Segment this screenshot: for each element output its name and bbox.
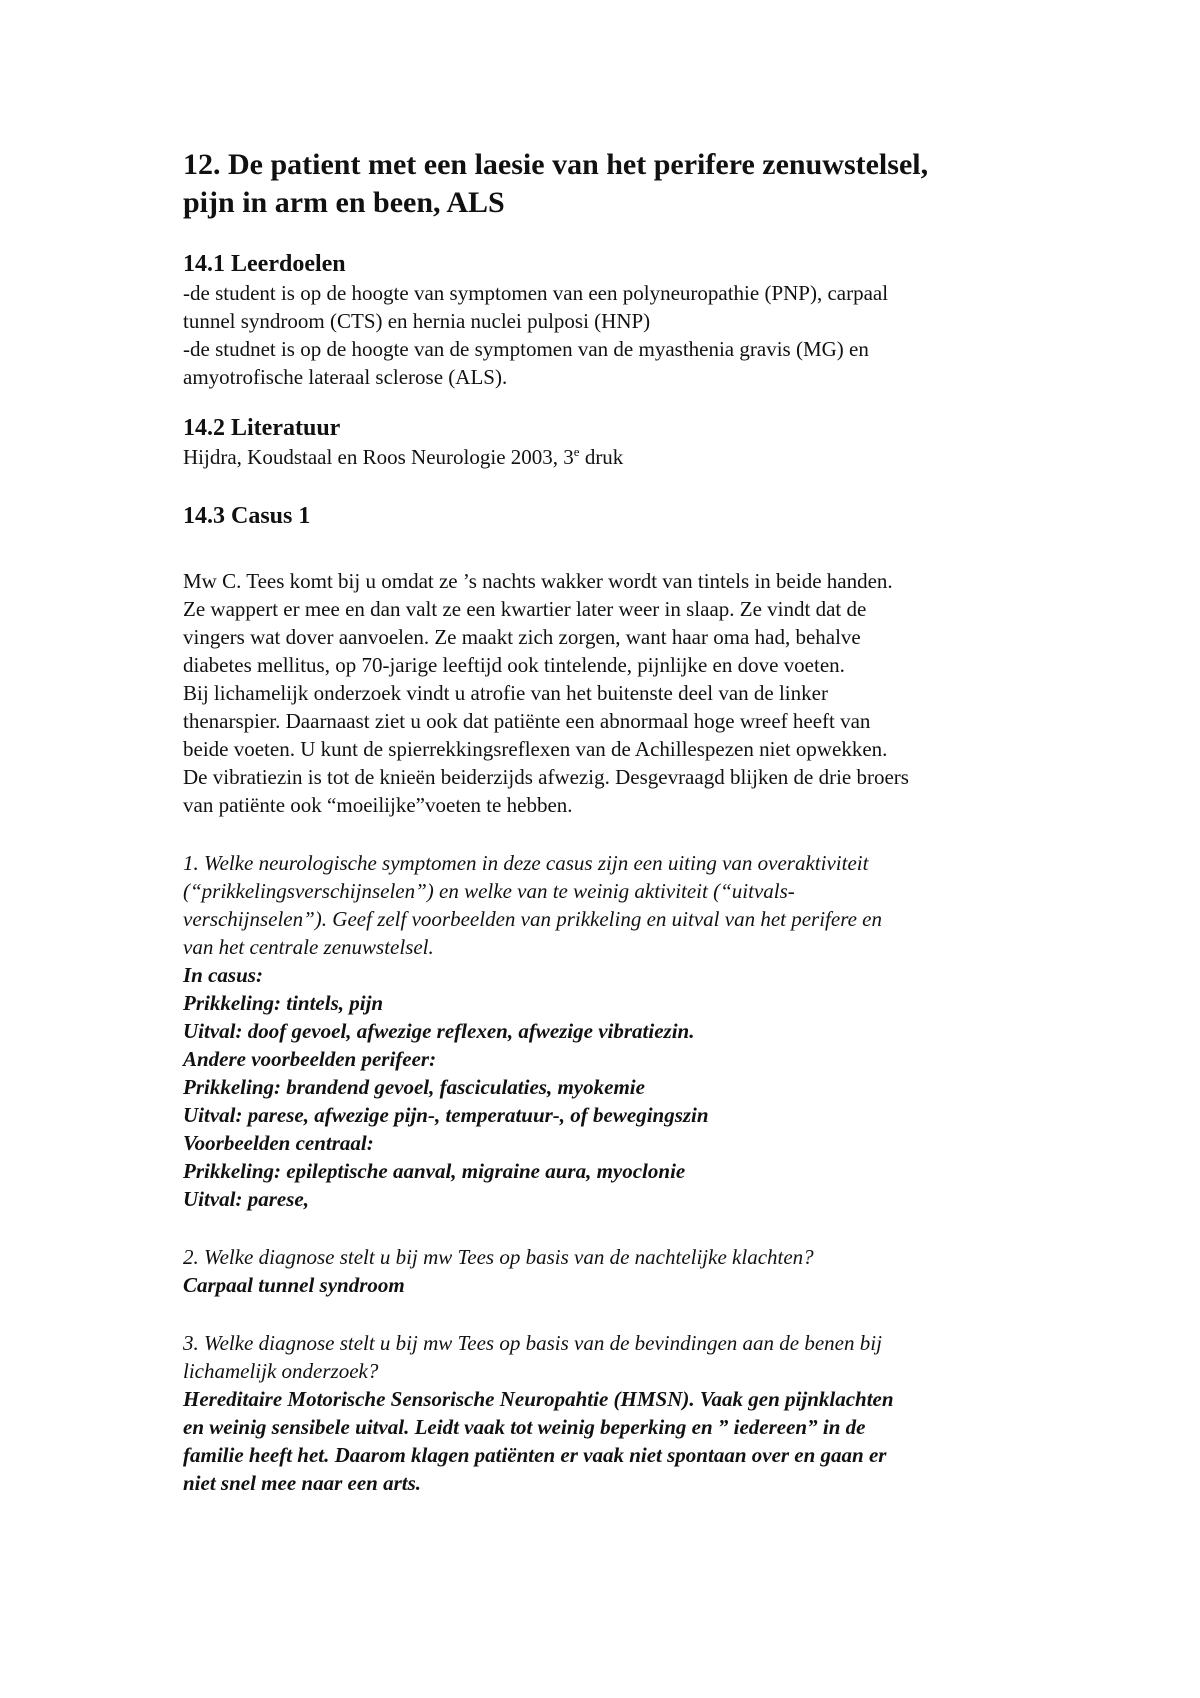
answer-line: Hereditaire Motorische Sensorische Neuropahtie (HMSN). Vaak gen pijnklachten	[183, 1387, 894, 1411]
text-line: -de studnet is op de hoogte van de symptomen van de myasthenia gravis (MG) en	[183, 337, 869, 361]
text-line: tunnel syndroom (CTS) en hernia nuclei pulposi (HNP)	[183, 309, 651, 333]
document-page	[183, 146, 1063, 1497]
answer-text	[183, 1385, 1063, 1497]
answer-line: In casus:	[183, 963, 263, 987]
page-title-line: pijn in arm en been, ALS	[183, 186, 505, 219]
section-literatuur	[183, 413, 1063, 471]
answer-line: familie heeft het. Daarom klagen patiënten er vaak niet spontaan over en gaan er	[183, 1443, 887, 1467]
section-heading: 14.3 Casus 1	[183, 503, 311, 529]
casus-text	[183, 567, 1063, 819]
question-line: 1. Welke neurologische symptomen in deze casus zijn een uiting van overaktiviteit	[183, 851, 869, 875]
answer-line: Prikkeling: tintels, pijn	[183, 991, 384, 1015]
text-line: Mw C. Tees komt bij u omdat ze ’s nachts wakker wordt van tintels in beide handen.	[183, 569, 893, 593]
answer-line: Voorbeelden centraal:	[183, 1131, 374, 1155]
question-block-1	[183, 849, 1063, 1213]
question-line: lichamelijk onderzoek?	[183, 1359, 379, 1383]
answer-line: Uitval: parese, afwezige pijn-, temperatuur-, of bewegingszin	[183, 1103, 709, 1127]
reference-text: Hijdra, Koudstaal en Roos Neurologie 2003, 3	[183, 445, 574, 469]
text-line: diabetes mellitus, op 70-jarige leeftijd ook tintelende, pijnlijke en dove voeten.	[183, 653, 845, 677]
text-line: thenarspier. Daarnaast ziet u ook dat patiënte een abnormaal hoge wreef heeft van	[183, 709, 871, 733]
question-line: (“prikkelingsverschijnselen”) en welke van te weinig aktiviteit (“uitvals-	[183, 879, 795, 903]
section-heading: 14.1 Leerdoelen	[183, 251, 346, 277]
question-block-3	[183, 1329, 1063, 1497]
text-line: amyotrofische lateraal sclerose (ALS).	[183, 365, 508, 389]
section-heading: 14.2 Literatuur	[183, 415, 341, 441]
section-casus	[183, 501, 1063, 819]
question-text	[183, 849, 1063, 961]
question-text	[183, 1329, 1063, 1385]
literatuur-text	[183, 443, 1063, 471]
answer-line: niet snel mee naar een arts.	[183, 1471, 422, 1495]
text-line: Ze wappert er mee en dan valt ze een kwartier later weer in slaap. Ze vindt dat de	[183, 597, 867, 621]
answer-text	[183, 961, 1063, 1213]
answer-line: Uitval: parese,	[183, 1187, 309, 1211]
answer-line: Uitval: doof gevoel, afwezige reflexen, afwezige vibratiezin.	[183, 1019, 695, 1043]
answer-line: Prikkeling: epileptische aanval, migraine aura, myoclonie	[183, 1159, 686, 1183]
section-leerdoelen	[183, 249, 1063, 391]
question-line: 3. Welke diagnose stelt u bij mw Tees op basis van de bevindingen aan de benen bij	[183, 1331, 882, 1355]
text-line: vingers wat dover aanvoelen. Ze maakt zich zorgen, want haar oma had, behalve	[183, 625, 861, 649]
page-title-line: 12. De patient met een laesie van het perifere zenuwstelsel,	[183, 148, 929, 181]
question-line: verschijnselen”). Geef zelf voorbeelden van prikkeling en uitval van het perifere en	[183, 907, 882, 931]
text-line: van patiënte ook “moeilijke”voeten te hebben.	[183, 793, 573, 817]
question-line: van het centrale zenuwstelsel.	[183, 935, 434, 959]
answer-line: Andere voorbeelden perifeer:	[183, 1047, 437, 1071]
question-text	[183, 1243, 1063, 1271]
answer-line: Carpaal tunnel syndroom	[183, 1273, 405, 1297]
leerdoelen-text	[183, 279, 1063, 391]
answer-line: en weinig sensibele uitval. Leidt vaak tot weinig beperking en ” iedereen” in de	[183, 1415, 866, 1439]
answer-line: Prikkeling: brandend gevoel, fasciculaties, myokemie	[183, 1075, 645, 1099]
text-line: Bij lichamelijk onderzoek vindt u atrofie van het buitenste deel van de linker	[183, 681, 828, 705]
text-line: beide voeten. U kunt de spierrekkingsreflexen van de Achillespezen niet opwekken.	[183, 737, 888, 761]
question-block-2	[183, 1243, 1063, 1299]
edition-superscript: e	[573, 444, 580, 459]
question-line: 2. Welke diagnose stelt u bij mw Tees op basis van de nachtelijke klachten?	[183, 1245, 814, 1269]
text-line: De vibratiezin is tot de knieën beiderzijds afwezig. Desgevraagd blijken de drie broers	[183, 765, 909, 789]
answer-text	[183, 1271, 1063, 1299]
text-line: -de student is op de hoogte van symptomen van een polyneuropathie (PNP), carpaal	[183, 281, 889, 305]
page-title	[183, 146, 1063, 222]
reference-suffix: druk	[579, 445, 624, 469]
